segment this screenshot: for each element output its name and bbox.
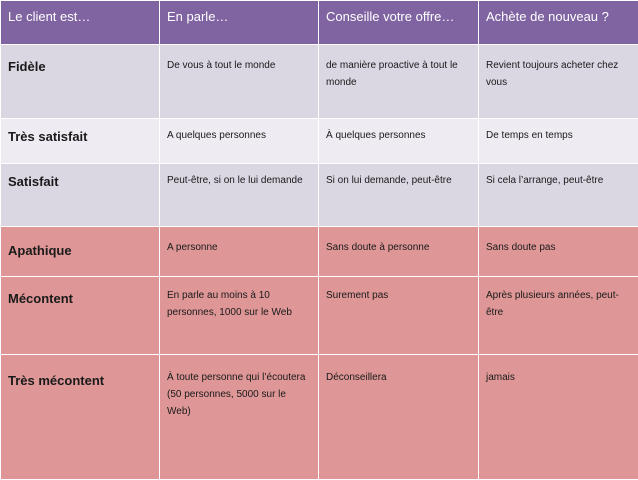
row-label-satisfait: Satisfait: [1, 164, 160, 227]
row-label-mecontent: Mécontent: [1, 277, 160, 355]
cell-conseille: À quelques personnes: [319, 119, 479, 164]
cell-conseille: Surement pas: [319, 277, 479, 355]
table-row: [1, 355, 638, 480]
cell-conseille: Si on lui demande, peut-être: [319, 164, 479, 227]
cell-conseille: Déconseillera: [319, 355, 479, 480]
cell-conseille: de manière proactive à tout le monde: [319, 45, 479, 119]
header-achete: Achète de nouveau ?: [479, 1, 638, 45]
cell-en-parle: Peut-être, si on le lui demande: [160, 164, 319, 227]
header-en-parle: En parle…: [160, 1, 319, 45]
table-row: [1, 119, 638, 164]
header-client-type: Le client est…: [1, 1, 160, 45]
table-row: [1, 277, 638, 355]
cell-en-parle: De vous à tout le monde: [160, 45, 319, 119]
row-label-tres-mecontent: Très mécontent: [1, 355, 160, 480]
cell-achete: Sans doute pas: [479, 227, 638, 277]
cell-en-parle: En parle au moins à 10 personnes, 1000 sur le Web: [160, 277, 319, 355]
row-label-apathique: Apathique: [1, 227, 160, 277]
cell-achete: Revient toujours acheter chez vous: [479, 45, 638, 119]
cell-achete: Après plusieurs années, peut-être: [479, 277, 638, 355]
cell-achete: De temps en temps: [479, 119, 638, 164]
header-conseille: Conseille votre offre…: [319, 1, 479, 45]
cell-en-parle: A quelques personnes: [160, 119, 319, 164]
cell-conseille: Sans doute à personne: [319, 227, 479, 277]
table-row: [1, 164, 638, 227]
cell-achete: Si cela l’arrange, peut-être: [479, 164, 638, 227]
table-header-row: [1, 1, 638, 45]
cell-en-parle: À toute personne qui l’écoutera (50 personnes, 5000 sur le Web): [160, 355, 319, 480]
row-label-fidele: Fidèle: [1, 45, 160, 119]
row-label-tres-satisfait: Très satisfait: [1, 119, 160, 164]
table-row: [1, 227, 638, 277]
cell-en-parle: A personne: [160, 227, 319, 277]
cell-achete: jamais: [479, 355, 638, 480]
table-row: [1, 45, 638, 119]
